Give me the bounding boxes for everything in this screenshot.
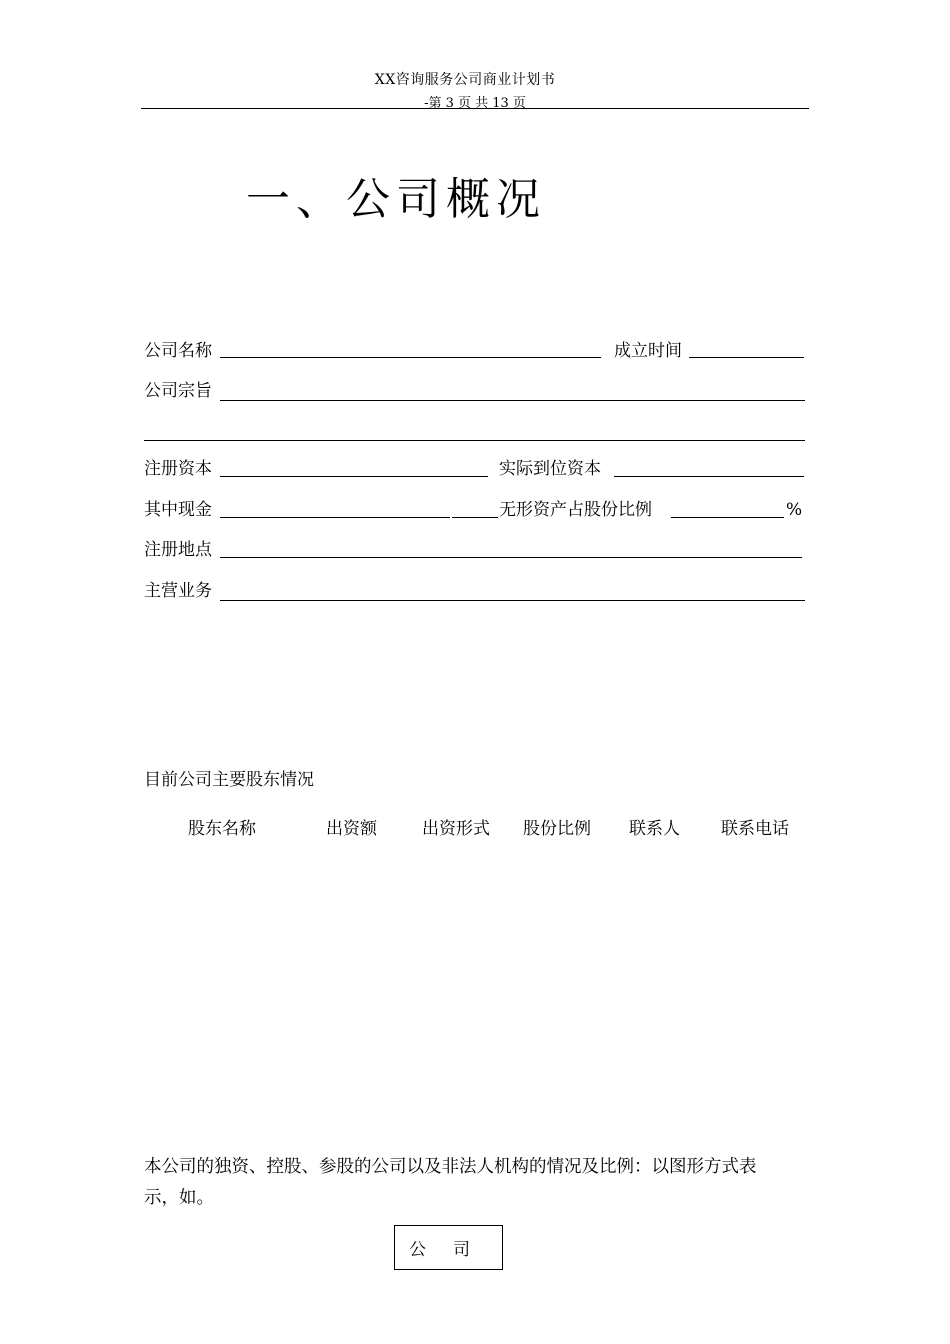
founded-date-label: 成立时间 — [614, 341, 682, 361]
column-header-contribution-amount: 出资额 — [326, 819, 377, 839]
registered-address-field[interactable] — [220, 557, 802, 558]
company-structure-box — [394, 1225, 503, 1270]
header-divider — [141, 108, 809, 109]
intangible-assets-ratio-label: 无形资产占股份比例 — [499, 500, 652, 520]
cash-field-extension[interactable] — [452, 517, 498, 518]
column-header-contact-phone: 联系电话 — [721, 819, 789, 839]
company-purpose-field[interactable] — [220, 400, 805, 401]
founded-date-field[interactable] — [689, 357, 804, 358]
cash-field[interactable] — [220, 517, 450, 518]
page-number: -第 3 页 共 13 页 — [424, 96, 526, 111]
document-header-title: XX咨询服务公司商业计划书 — [374, 72, 556, 88]
company-name-label: 公司名称 — [144, 341, 212, 361]
company-box-label: 公司 — [409, 1240, 497, 1260]
percent-sign: % — [786, 500, 803, 520]
company-purpose-field-continued[interactable] — [144, 440, 805, 441]
structure-paragraph-line-2: 示，如。 — [144, 1188, 214, 1208]
section-title: 一、公司概况 — [246, 174, 546, 225]
structure-paragraph-line-1: 本公司的独资、控股、参股的公司以及非法人机构的情况及比例：以图形方式表 — [144, 1157, 757, 1177]
registered-capital-field[interactable] — [220, 476, 488, 477]
main-business-field[interactable] — [220, 600, 805, 601]
main-business-label: 主营业务 — [144, 581, 212, 601]
intangible-assets-ratio-field[interactable] — [671, 517, 784, 518]
registered-address-label: 注册地点 — [144, 540, 212, 560]
company-name-field[interactable] — [220, 357, 601, 358]
shareholders-heading: 目前公司主要股东情况 — [144, 770, 314, 790]
column-header-shareholder-name: 股东名称 — [188, 819, 256, 839]
column-header-contribution-form: 出资形式 — [422, 819, 490, 839]
registered-capital-label: 注册资本 — [144, 459, 212, 479]
column-header-share-ratio: 股份比例 — [523, 819, 591, 839]
paid-in-capital-field[interactable] — [614, 476, 804, 477]
company-purpose-label: 公司宗旨 — [144, 381, 212, 401]
paid-in-capital-label: 实际到位资本 — [499, 459, 601, 479]
cash-label: 其中现金 — [144, 500, 212, 520]
column-header-contact-person: 联系人 — [629, 819, 680, 839]
